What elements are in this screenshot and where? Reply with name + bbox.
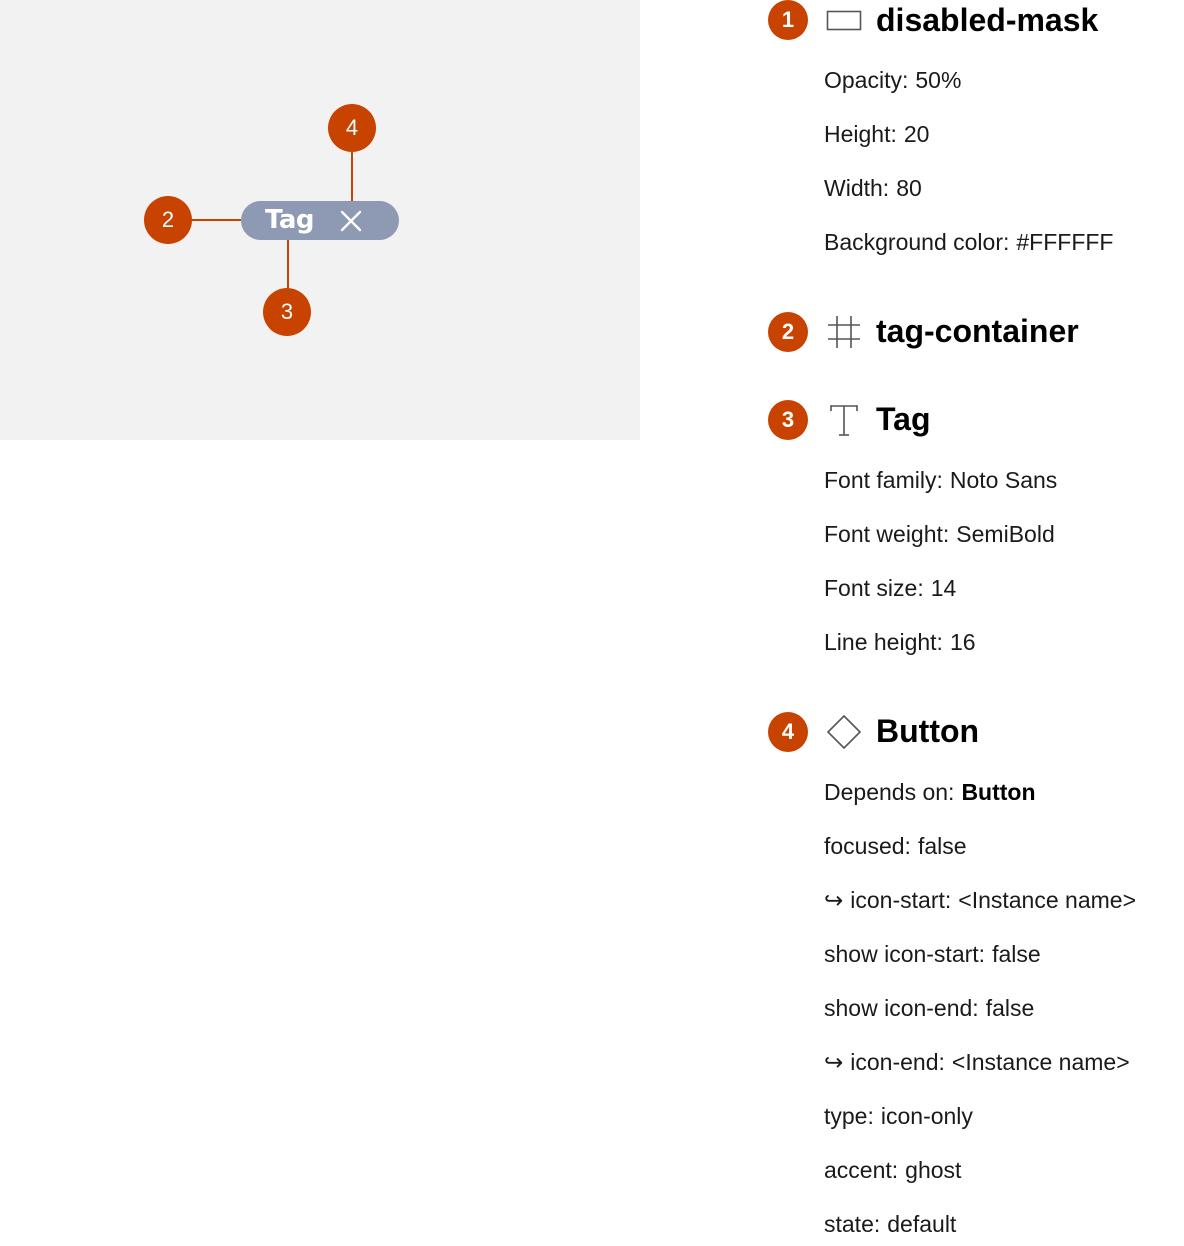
prop-font-weight: Font weight: SemiBold [824, 521, 1055, 547]
close-icon[interactable] [337, 207, 365, 235]
prop-icon-start: ↪ icon-start: <Instance name> [824, 887, 1136, 913]
prop-show-icon-start: show icon-start: false [824, 941, 1041, 967]
marker-3: 3 [263, 288, 311, 336]
leader-line-4 [351, 150, 353, 204]
spec-title-disabled-mask: disabled-mask [876, 2, 1099, 38]
prop-focused: focused: false [824, 833, 967, 859]
prop-width: Width: 80 [824, 175, 922, 201]
spec-marker-1: 1 [768, 0, 808, 40]
prop-line-height: Line height: 16 [824, 629, 976, 655]
prop-background-color: Background color: #FFFFFF [824, 229, 1114, 255]
prop-icon-end: ↪ icon-end: <Instance name> [824, 1049, 1130, 1075]
preview-canvas [0, 0, 640, 440]
spec-marker-4: 4 [768, 712, 808, 752]
prop-accent: accent: ghost [824, 1157, 962, 1183]
prop-show-icon-end: show icon-end: false [824, 995, 1035, 1021]
spec-marker-2: 2 [768, 312, 808, 352]
tag-component[interactable] [241, 201, 399, 240]
frame-icon [826, 314, 862, 350]
leader-line-3 [287, 238, 289, 288]
text-icon [826, 402, 862, 438]
spec-marker-3: 3 [768, 400, 808, 440]
prop-type: type: icon-only [824, 1103, 973, 1129]
marker-4: 4 [328, 104, 376, 152]
rectangle-icon [826, 2, 862, 38]
prop-height: Height: 20 [824, 121, 930, 147]
spec-title-tag: Tag [876, 401, 931, 437]
spec-title-button: Button [876, 713, 980, 749]
prop-opacity: Opacity: 50% [824, 67, 962, 93]
marker-2: 2 [144, 196, 192, 244]
depends-on-link[interactable]: Button [961, 779, 1036, 805]
component-instance-icon [826, 714, 862, 750]
tag-label: Tag [265, 205, 315, 235]
prop-font-family: Font family: Noto Sans [824, 467, 1058, 493]
swap-instance-icon: ↪ [824, 1049, 844, 1075]
spec-title-tag-container: tag-container [876, 313, 1079, 349]
swap-instance-icon: ↪ [824, 887, 844, 913]
prop-depends-on: Depends on: Button [824, 779, 1036, 805]
prop-state: state: default [824, 1211, 957, 1237]
leader-line-2 [190, 219, 241, 221]
prop-font-size: Font size: 14 [824, 575, 957, 601]
